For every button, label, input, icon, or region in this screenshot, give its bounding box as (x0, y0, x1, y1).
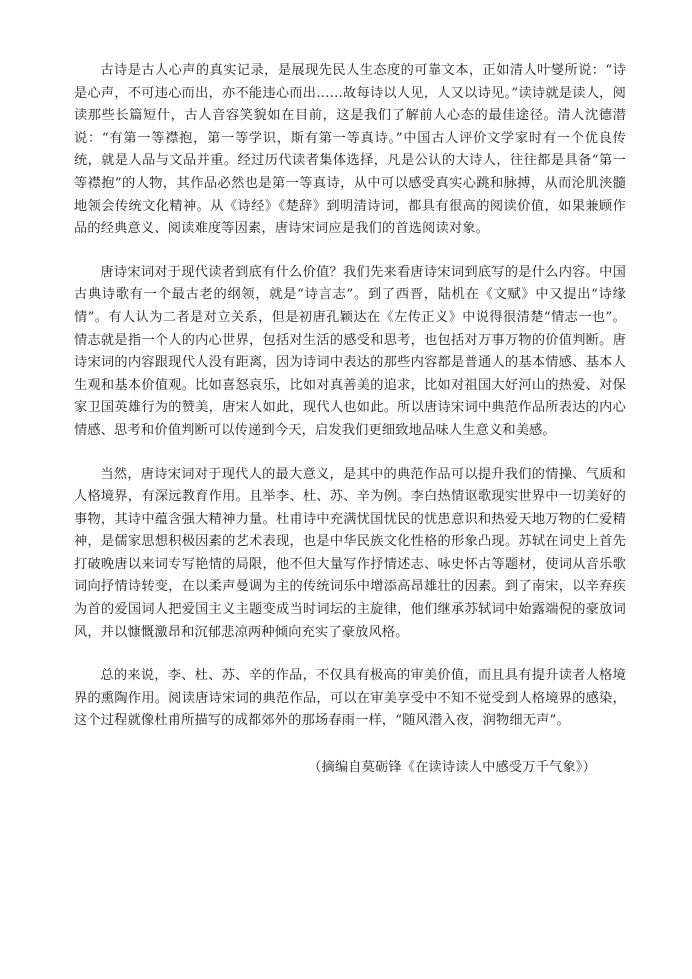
paragraph-2: 唐诗宋词对于现代读者到底有什么价值？我们先来看唐诗宋词到底写的是什么内容。中国古典诗歌有一个最古老的纲领，就是“诗言志”。到了西晋，陆机在《文赋》中又提出“诗缘情”。有人认为二者是对立关系，但是初唐孔颖达在《左传正义》中说得很清楚“情志一也”。情志就是指一个人的内心世界，包括对生活的感受和思考，也包括对万事万物的价值判断。唐诗宋词的内容跟现代人没有距离，因为诗词中表达的那些内容都是普通人的基本情感、基本人生观和基本价值观。比如喜怒哀乐，比如对真善美的追求，比如对祖国大好河山的热爱、对保家卫国英雄行为的赞美，唐宋人如此，现代人也如此。所以唐诗宋词中典范作品所表达的内心情感、思考和价值判断可以传递到今天，启发我们更细致地品味人生意义和美感。 (74, 264, 627, 438)
paragraph-4: 总的来说，李、杜、苏、辛的作品，不仅具有极高的审美价值，而且具有提升读者人格境界的熏陶作用。阅读唐诗宋词的典范作品，可以在审美享受中不知不觉受到人格境界的感染，这个过程就像杜甫所描写的成都郊外的那场春雨一样，“随风潜入夜，润物细无声”。 (74, 668, 626, 729)
paragraph-1: 古诗是古人心声的真实记录，是展现先民人生态度的可靠文本，正如清人叶燮所说：“诗是心声，不可违心而出，亦不能违心而出……故每诗以人见，人又以诗见。”读诗就是读人，阅读那些长篇短什，古人音容笑貌如在目前，这是我们了解前人心态的最佳途径。清人沈德潜说：“有第一等襟抱，第一等学识，斯有第一等真诗。”中国古人评价文学家时有一个优良传统，就是人品与文品并重。经过历代读者集体选择，凡是公认的大诗人，往往都是具备“第一等襟抱”的人物，其作品必然也是第一等真诗，从中可以感受真实心跳和脉搏，从而沦肌浃髓地领会传统文化精神。从《诗经》《楚辞》到明清诗词，都具有很高的阅读价值，如果兼顾作品的经典意义、阅读难度等因素，唐诗宋词应是我们的首选阅读对象。 (74, 63, 626, 237)
paragraph-3: 当然，唐诗宋词对于现代人的最大意义，是其中的典范作品可以提升我们的情操、气质和人格境界，有深远教育作用。且举李、杜、苏、辛为例。李白热情讴歌现实世界中一切美好的事物，其诗中蕴含强大精神力量。杜甫诗中充满忧国忧民的忧患意识和热爱天地万物的仁爱精神，是儒家思想积极因素的艺术表现，也是中华民族文化性格的形象凸现。苏轼在词史上首先打破晚唐以来词专写艳情的局限，他不但大量写作抒情述志、咏史怀古等题材，使词从音乐歌词向抒情诗转变，在以柔声曼调为主的传统词乐中增添高昂雄壮的因素。到了南宋，以辛弃疾为首的爱国词人把爱国主义主题变成当时词坛的主旋律，他们继承苏轼词中始露端倪的豪放词风，并以慷慨激昂和沉郁悲凉两种倾向充实了豪放风格。 (74, 466, 626, 640)
source-citation: （摘编自莫砺锋《在读诗读人中感受万千气象》） (308, 760, 596, 776)
